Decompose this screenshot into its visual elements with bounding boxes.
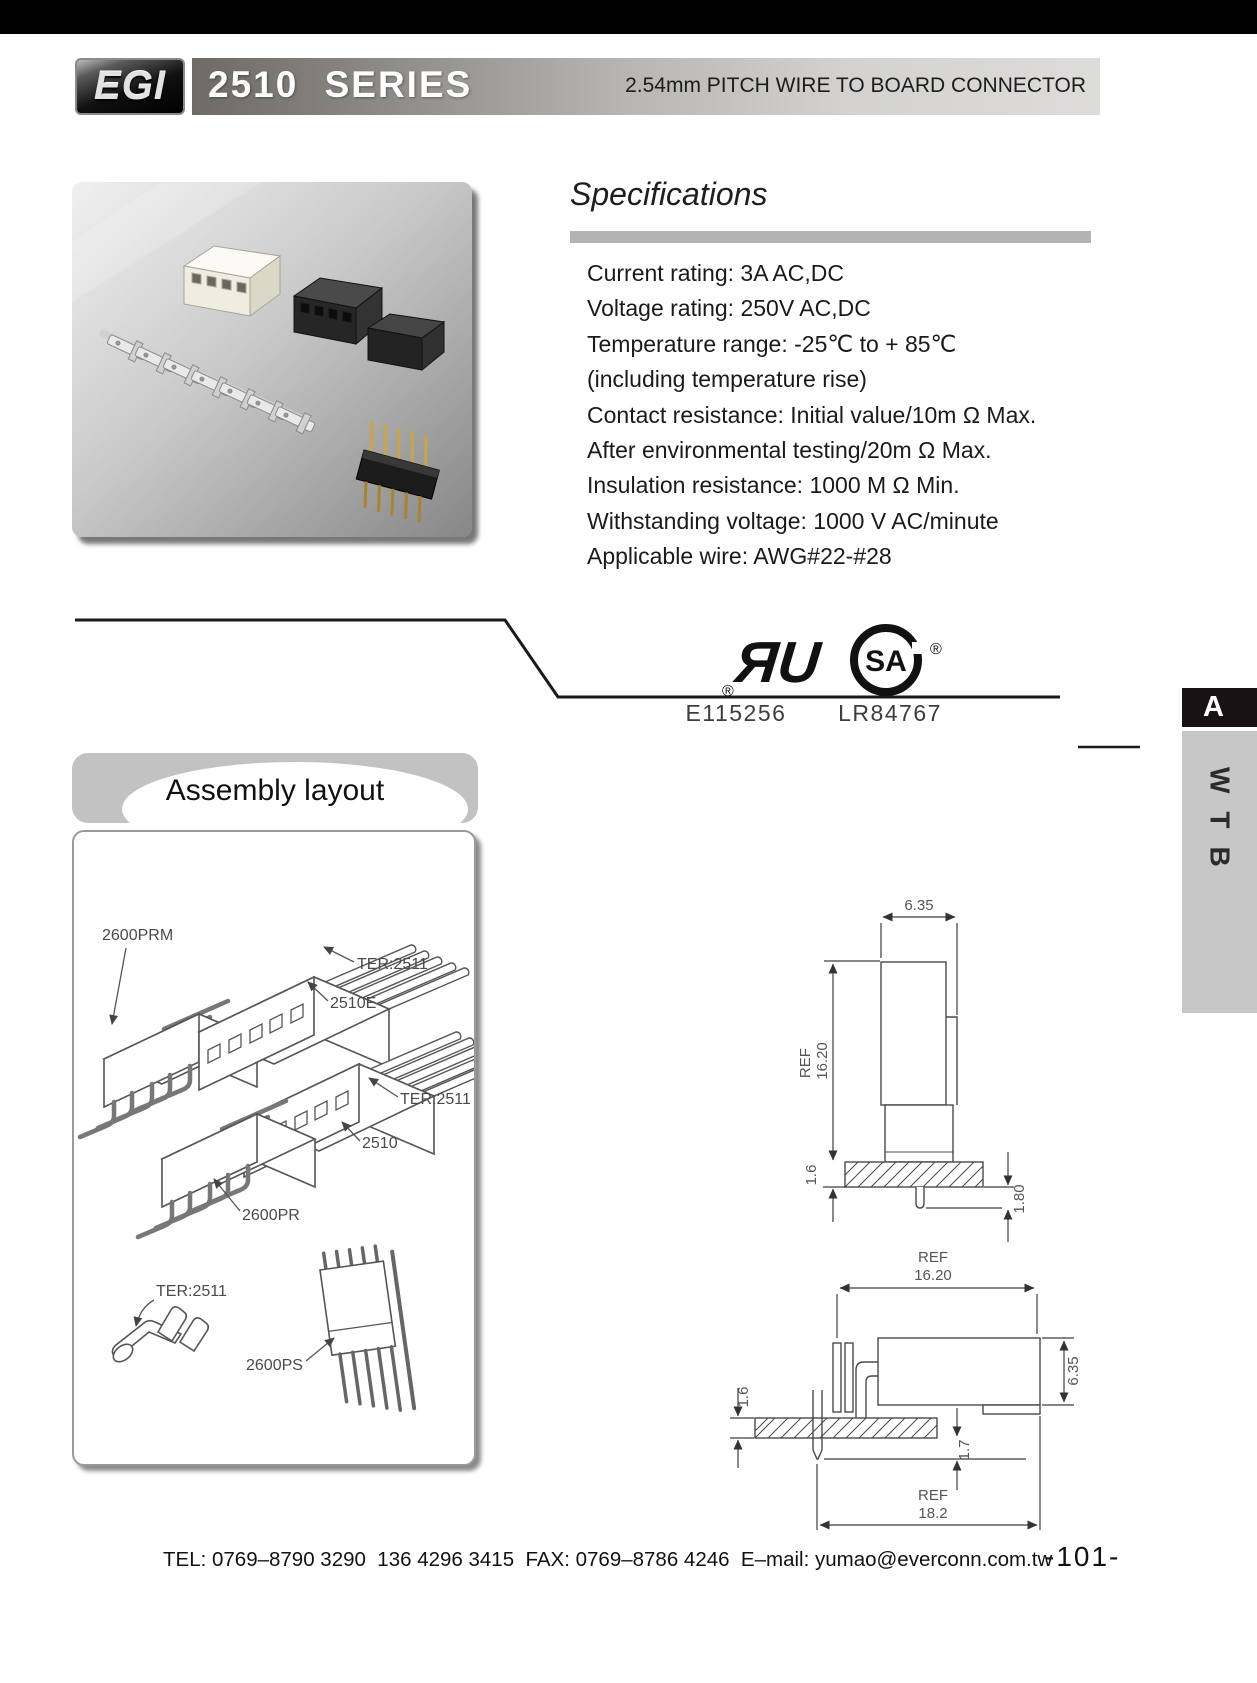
ul-mark-icon: [718, 620, 848, 702]
specifications-title: Specifications: [570, 176, 768, 212]
specifications-list: [587, 256, 1107, 575]
dim-top-board: 1.6: [803, 1164, 820, 1186]
ul-registered-symbol: ®: [722, 683, 734, 700]
egi-logo: [75, 58, 185, 115]
spec-line: Applicable wire: AWG#22-#28: [587, 543, 892, 570]
assembly-layout-panel: [72, 830, 476, 1466]
csa-mark-glyph: SA: [865, 645, 907, 678]
dim-top-ref-height: REF 16.20: [797, 1042, 831, 1080]
assembly-layout-header: [72, 753, 478, 823]
assembly-diagram: [74, 832, 474, 1460]
dim-side-pin: 1.7: [956, 1439, 973, 1461]
section-tab-a: [1182, 688, 1257, 727]
section-tab-letter: A: [1203, 691, 1224, 723]
dim-side-overall-label: REF: [918, 1487, 948, 1504]
product-photo: [72, 182, 472, 537]
csa-file-number: LR84767: [838, 700, 942, 726]
dim-top-pin: 1.80: [1011, 1184, 1028, 1214]
assembly-label-ter2511-bottom: TER:2511: [156, 1283, 227, 1300]
egi-logo-text: EGI: [94, 64, 166, 108]
assembly-label-2600ps: 2600PS: [246, 1357, 303, 1374]
spec-line: Withstanding voltage: 1000 V AC/minute: [587, 507, 999, 534]
spec-line: Voltage rating: 250V AC,DC: [587, 295, 871, 322]
assembly-label-ter2511-mid: TER:2511: [400, 1091, 471, 1108]
dim-side-board: 1.6: [735, 1386, 752, 1408]
series-title: 2510 SERIES: [208, 64, 473, 105]
assembly-layout-title: Assembly layout: [165, 774, 385, 807]
category-tab-wtb: [1182, 731, 1257, 1013]
spec-line: After environmental testing/20m Ω Max.: [587, 437, 992, 464]
dim-top-width: 6.35: [904, 897, 934, 914]
header-bar: [192, 58, 1100, 115]
spec-line: Temperature range: -25℃ to + 85℃: [587, 330, 957, 357]
spec-line: Insulation resistance: 1000 M Ω Min.: [587, 472, 960, 499]
spec-line: Contact resistance: Initial value/10m Ω Max.: [587, 401, 1037, 428]
dim-side-ref-label: REF: [918, 1249, 948, 1266]
assembly-label-ter2511-top: TER:2511: [357, 956, 428, 973]
dimension-drawings: [640, 830, 1120, 1550]
assembly-label-2510: 2510: [362, 1135, 398, 1152]
page-number: -101-: [1045, 1541, 1121, 1572]
assembly-label-2600pr: 2600PR: [242, 1207, 300, 1224]
footer-contact: TEL: 0769–8790 3290 136 4296 3415 FAX: 0769–8786 4246 E–mail: yumao@everconn.com.tw: [163, 1548, 1053, 1571]
assembly-label-2510e: 2510E: [330, 995, 377, 1012]
csa-mark-icon: [838, 616, 956, 702]
divider-line: [70, 615, 1190, 760]
spec-line: Current rating: 3A AC,DC: [587, 260, 844, 286]
top-black-band: [0, 0, 1257, 34]
spec-line: (including temperature rise): [587, 366, 867, 393]
dimension-drawing-top-entry: [797, 897, 1028, 1242]
category-tab-label: WTB: [1204, 767, 1236, 885]
dim-side-body-height: 6.35: [1065, 1356, 1082, 1386]
dimension-drawing-side-entry: [730, 1249, 1082, 1530]
assembly-label-2600prm: 2600PRM: [102, 927, 174, 944]
dim-side-overall-width: 18.2: [918, 1505, 948, 1522]
ul-mark-glyph: ЯU: [732, 630, 824, 695]
dim-side-ref-width: 16.20: [914, 1267, 952, 1284]
csa-registered-symbol: ®: [930, 641, 942, 658]
product-photo-art: [72, 182, 472, 537]
specifications-divider: [570, 231, 1091, 243]
header-subtitle: 2.54mm PITCH WIRE TO BOARD CONNECTOR: [625, 74, 1086, 97]
ul-file-number: E115256: [685, 700, 787, 726]
